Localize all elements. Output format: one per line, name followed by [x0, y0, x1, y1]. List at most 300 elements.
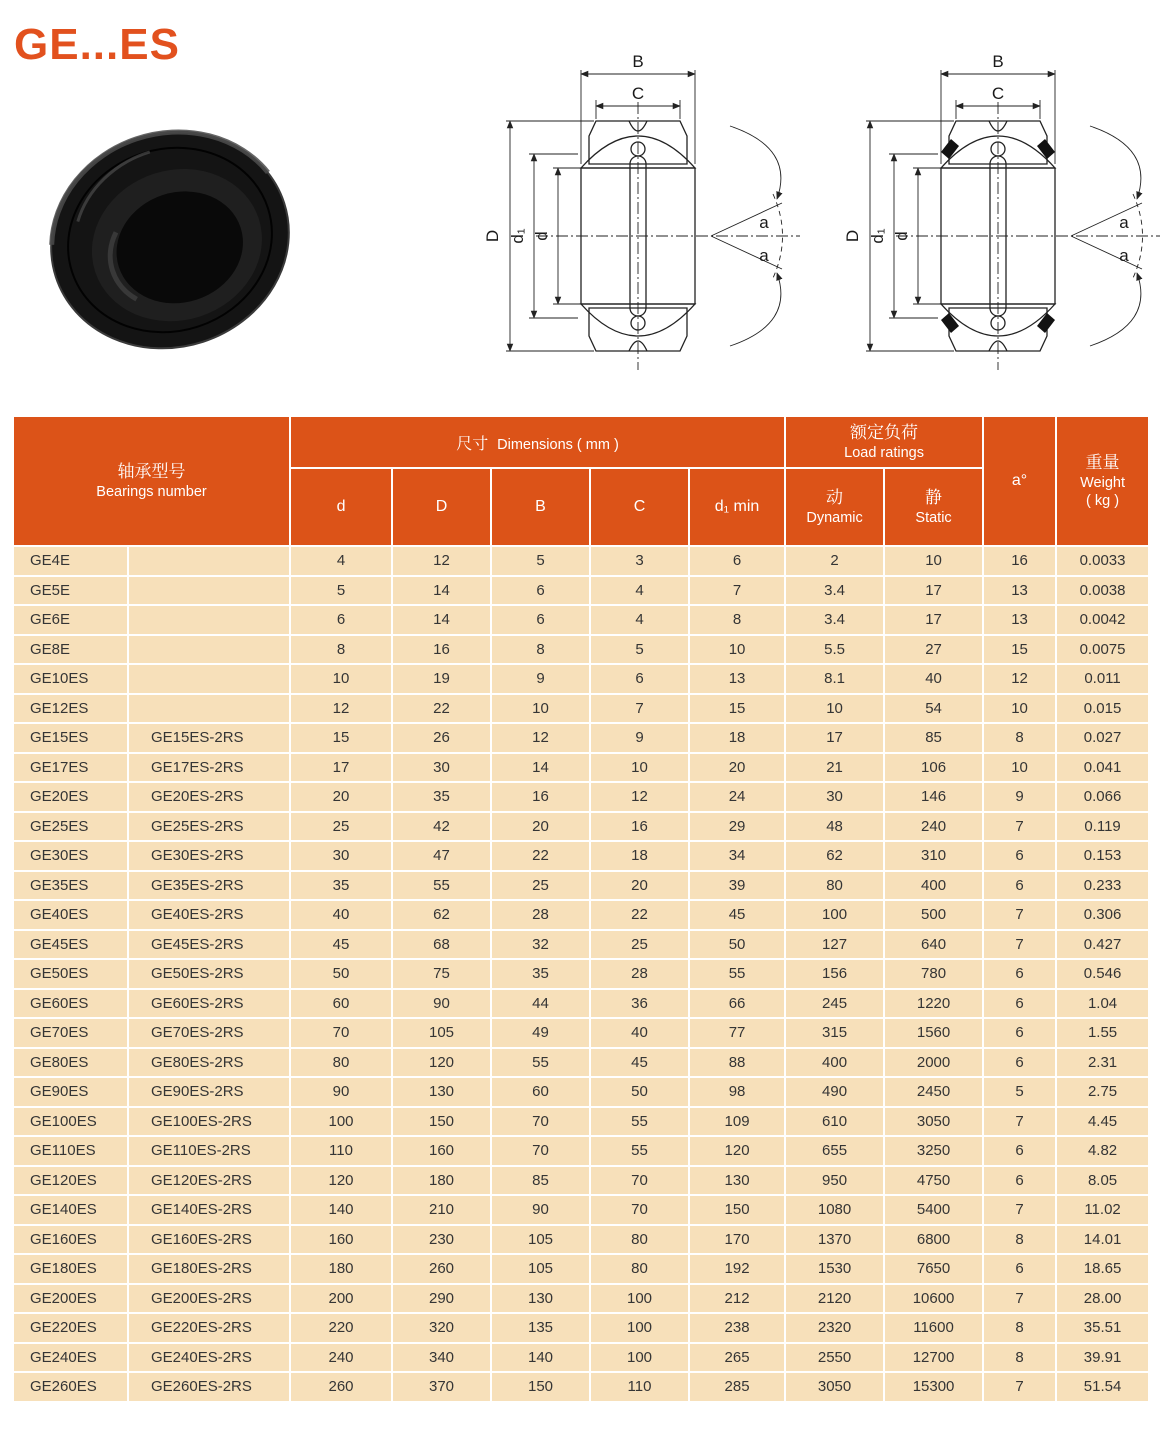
header-dimensions-en: Dimensions ( mm )	[497, 436, 619, 453]
cell-C: 100	[590, 1284, 689, 1314]
cell-static: 6800	[884, 1225, 983, 1255]
cell-model-2rs: GE120ES-2RS	[128, 1166, 290, 1196]
cell-model-2rs: GE110ES-2RS	[128, 1136, 290, 1166]
cell-d: 50	[290, 959, 392, 989]
cell-C: 45	[590, 1048, 689, 1078]
cell-d1-min: 6	[689, 546, 785, 576]
cell-model-2rs: GE20ES-2RS	[128, 782, 290, 812]
cell-model-2rs	[128, 605, 290, 635]
cell-model-es: GE200ES	[13, 1284, 128, 1314]
cell-static: 54	[884, 694, 983, 724]
cell-D: 260	[392, 1254, 491, 1284]
header-bearings-number-zh: 轴承型号	[117, 462, 186, 482]
cell-model-es: GE60ES	[13, 989, 128, 1019]
cell-d1-min: 39	[689, 871, 785, 901]
cell-d1-min: 7	[689, 576, 785, 606]
table-row	[13, 1195, 1149, 1225]
cell-B: 49	[491, 1018, 590, 1048]
cell-C: 18	[590, 841, 689, 871]
table-row	[13, 989, 1149, 1019]
cell-model-2rs: GE45ES-2RS	[128, 930, 290, 960]
cell-static: 240	[884, 812, 983, 842]
cell-dynamic: 8.1	[785, 664, 884, 694]
cell-B: 70	[491, 1107, 590, 1137]
product-photo	[28, 90, 313, 380]
cell-angle: 6	[983, 841, 1056, 871]
cell-static: 17	[884, 576, 983, 606]
cell-B: 90	[491, 1195, 590, 1225]
cell-C: 40	[590, 1018, 689, 1048]
cell-d1-min: 238	[689, 1313, 785, 1343]
table-body	[13, 546, 1149, 1402]
cell-C: 12	[590, 782, 689, 812]
cell-angle: 7	[983, 1107, 1056, 1137]
cell-model-2rs: GE35ES-2RS	[128, 871, 290, 901]
header-col-d1min: d₁ min	[689, 468, 785, 546]
cell-B: 28	[491, 900, 590, 930]
cell-model-2rs: GE100ES-2RS	[128, 1107, 290, 1137]
cell-angle: 7	[983, 812, 1056, 842]
spec-table	[12, 415, 1150, 1403]
cell-static: 780	[884, 959, 983, 989]
cell-model-es: GE20ES	[13, 782, 128, 812]
cell-model-2rs: GE70ES-2RS	[128, 1018, 290, 1048]
cell-C: 70	[590, 1166, 689, 1196]
page-title: GE...ES	[14, 20, 180, 69]
table-row	[13, 900, 1149, 930]
cell-dynamic: 2120	[785, 1284, 884, 1314]
cell-angle: 6	[983, 989, 1056, 1019]
cell-dynamic: 3.4	[785, 576, 884, 606]
cell-B: 32	[491, 930, 590, 960]
cell-model-2rs: GE160ES-2RS	[128, 1225, 290, 1255]
cell-dynamic: 62	[785, 841, 884, 871]
cell-weight: 0.066	[1056, 782, 1149, 812]
cell-dynamic: 21	[785, 753, 884, 783]
cell-dynamic: 2550	[785, 1343, 884, 1373]
cell-angle: 6	[983, 959, 1056, 989]
cell-weight: 1.55	[1056, 1018, 1149, 1048]
cell-B: 5	[491, 546, 590, 576]
cell-weight: 0.306	[1056, 900, 1149, 930]
cell-C: 80	[590, 1254, 689, 1284]
cell-weight: 0.041	[1056, 753, 1149, 783]
cell-weight: 18.65	[1056, 1254, 1149, 1284]
cell-weight: 11.02	[1056, 1195, 1149, 1225]
cell-B: 105	[491, 1254, 590, 1284]
cell-model-es: GE10ES	[13, 664, 128, 694]
cell-D: 340	[392, 1343, 491, 1373]
cross-section-diagram-sealed	[838, 46, 1160, 381]
table-row	[13, 664, 1149, 694]
cell-D: 30	[392, 753, 491, 783]
cell-D: 180	[392, 1166, 491, 1196]
cell-model-2rs: GE260ES-2RS	[128, 1372, 290, 1402]
table-row	[13, 1372, 1149, 1402]
table-row	[13, 841, 1149, 871]
cell-D: 90	[392, 989, 491, 1019]
cell-d1-min: 265	[689, 1343, 785, 1373]
cell-model-2rs: GE17ES-2RS	[128, 753, 290, 783]
cell-C: 55	[590, 1136, 689, 1166]
cell-dynamic: 610	[785, 1107, 884, 1137]
cell-static: 5400	[884, 1195, 983, 1225]
cell-static: 27	[884, 635, 983, 665]
cell-C: 55	[590, 1107, 689, 1137]
cell-weight: 0.233	[1056, 871, 1149, 901]
cell-C: 110	[590, 1372, 689, 1402]
cell-static: 15300	[884, 1372, 983, 1402]
cell-angle: 10	[983, 753, 1056, 783]
cell-D: 26	[392, 723, 491, 753]
cell-C: 100	[590, 1343, 689, 1373]
cell-dynamic: 490	[785, 1077, 884, 1107]
cell-C: 7	[590, 694, 689, 724]
cell-D: 68	[392, 930, 491, 960]
cell-D: 320	[392, 1313, 491, 1343]
cell-C: 25	[590, 930, 689, 960]
cell-D: 42	[392, 812, 491, 842]
cell-D: 14	[392, 605, 491, 635]
cell-d: 80	[290, 1048, 392, 1078]
header-col-D: D	[392, 468, 491, 546]
cell-model-es: GE240ES	[13, 1343, 128, 1373]
table-row	[13, 605, 1149, 635]
table-row	[13, 959, 1149, 989]
cell-C: 3	[590, 546, 689, 576]
cell-model-es: GE140ES	[13, 1195, 128, 1225]
header-col-dynamic: 动 Dynamic	[785, 468, 884, 546]
header-load-ratings-en: Load ratings	[844, 444, 924, 461]
cell-C: 28	[590, 959, 689, 989]
cell-D: 210	[392, 1195, 491, 1225]
cell-angle: 6	[983, 1136, 1056, 1166]
cell-weight: 39.91	[1056, 1343, 1149, 1373]
header-col-d: d	[290, 468, 392, 546]
cell-d1-min: 55	[689, 959, 785, 989]
cell-dynamic: 1080	[785, 1195, 884, 1225]
cell-static: 310	[884, 841, 983, 871]
cell-d1-min: 77	[689, 1018, 785, 1048]
cell-model-es: GE160ES	[13, 1225, 128, 1255]
cell-weight: 0.427	[1056, 930, 1149, 960]
cell-weight: 51.54	[1056, 1372, 1149, 1402]
cell-C: 20	[590, 871, 689, 901]
header-load-ratings	[785, 416, 983, 468]
cell-model-2rs: GE240ES-2RS	[128, 1343, 290, 1373]
cell-weight: 0.0042	[1056, 605, 1149, 635]
cell-d: 160	[290, 1225, 392, 1255]
cell-d1-min: 50	[689, 930, 785, 960]
cell-D: 55	[392, 871, 491, 901]
cell-model-es: GE50ES	[13, 959, 128, 989]
cell-weight: 35.51	[1056, 1313, 1149, 1343]
cell-angle: 7	[983, 1195, 1056, 1225]
cell-B: 140	[491, 1343, 590, 1373]
cell-B: 6	[491, 605, 590, 635]
cell-angle: 9	[983, 782, 1056, 812]
cell-dynamic: 3050	[785, 1372, 884, 1402]
cell-static: 1560	[884, 1018, 983, 1048]
cell-D: 16	[392, 635, 491, 665]
cell-model-es: GE12ES	[13, 694, 128, 724]
cell-dynamic: 48	[785, 812, 884, 842]
cell-model-es: GE90ES	[13, 1077, 128, 1107]
table-row	[13, 635, 1149, 665]
cell-static: 3050	[884, 1107, 983, 1137]
cell-B: 135	[491, 1313, 590, 1343]
cell-d: 30	[290, 841, 392, 871]
cell-static: 40	[884, 664, 983, 694]
cell-weight: 14.01	[1056, 1225, 1149, 1255]
cell-weight: 8.05	[1056, 1166, 1149, 1196]
cell-weight: 2.31	[1056, 1048, 1149, 1078]
cell-D: 370	[392, 1372, 491, 1402]
cell-angle: 8	[983, 1225, 1056, 1255]
cell-B: 25	[491, 871, 590, 901]
cell-C: 80	[590, 1225, 689, 1255]
cell-D: 62	[392, 900, 491, 930]
header-bearings-number-en: Bearings number	[96, 483, 207, 500]
cell-angle: 7	[983, 1372, 1056, 1402]
cell-weight: 0.027	[1056, 723, 1149, 753]
cell-angle: 7	[983, 930, 1056, 960]
cell-angle: 8	[983, 723, 1056, 753]
cell-static: 12700	[884, 1343, 983, 1373]
cell-D: 230	[392, 1225, 491, 1255]
cell-d: 20	[290, 782, 392, 812]
cell-d: 100	[290, 1107, 392, 1137]
cell-static: 3250	[884, 1136, 983, 1166]
cell-model-2rs: GE140ES-2RS	[128, 1195, 290, 1225]
cell-weight: 0.0038	[1056, 576, 1149, 606]
cell-B: 60	[491, 1077, 590, 1107]
cell-angle: 13	[983, 576, 1056, 606]
cell-d1-min: 18	[689, 723, 785, 753]
cell-B: 55	[491, 1048, 590, 1078]
cell-static: 7650	[884, 1254, 983, 1284]
cell-B: 85	[491, 1166, 590, 1196]
header-col-C: C	[590, 468, 689, 546]
cell-d1-min: 10	[689, 635, 785, 665]
cell-model-es: GE25ES	[13, 812, 128, 842]
cell-weight: 1.04	[1056, 989, 1149, 1019]
table-header	[13, 416, 1149, 546]
cell-D: 14	[392, 576, 491, 606]
cell-dynamic: 80	[785, 871, 884, 901]
cell-model-2rs: GE220ES-2RS	[128, 1313, 290, 1343]
bearing-photo-rendering	[28, 101, 313, 379]
cell-static: 4750	[884, 1166, 983, 1196]
table-row	[13, 576, 1149, 606]
cell-angle: 6	[983, 871, 1056, 901]
cell-d: 180	[290, 1254, 392, 1284]
cell-weight: 4.45	[1056, 1107, 1149, 1137]
cell-weight: 0.546	[1056, 959, 1149, 989]
cell-dynamic: 100	[785, 900, 884, 930]
cell-model-es: GE100ES	[13, 1107, 128, 1137]
header-col-B: B	[491, 468, 590, 546]
cell-B: 70	[491, 1136, 590, 1166]
cell-d: 40	[290, 900, 392, 930]
cell-dynamic: 315	[785, 1018, 884, 1048]
table-row	[13, 930, 1149, 960]
table-row	[13, 871, 1149, 901]
cell-C: 4	[590, 605, 689, 635]
cell-d: 10	[290, 664, 392, 694]
cell-weight: 0.0075	[1056, 635, 1149, 665]
cell-model-es: GE180ES	[13, 1254, 128, 1284]
cell-model-es: GE260ES	[13, 1372, 128, 1402]
cell-D: 22	[392, 694, 491, 724]
cell-d: 120	[290, 1166, 392, 1196]
cell-D: 150	[392, 1107, 491, 1137]
cell-d1-min: 88	[689, 1048, 785, 1078]
header-weight-unit: ( kg )	[1086, 492, 1120, 509]
cell-d: 15	[290, 723, 392, 753]
cell-static: 85	[884, 723, 983, 753]
header-dimensions-zh: 尺寸	[456, 435, 489, 453]
cell-model-2rs	[128, 546, 290, 576]
cell-d1-min: 120	[689, 1136, 785, 1166]
table-row	[13, 1136, 1149, 1166]
cell-C: 70	[590, 1195, 689, 1225]
cell-D: 120	[392, 1048, 491, 1078]
table-row	[13, 723, 1149, 753]
cell-static: 11600	[884, 1313, 983, 1343]
cell-angle: 12	[983, 664, 1056, 694]
cell-d: 240	[290, 1343, 392, 1373]
cell-model-es: GE17ES	[13, 753, 128, 783]
cross-section-diagram-open	[478, 46, 818, 381]
cell-model-es: GE45ES	[13, 930, 128, 960]
cell-angle: 6	[983, 1166, 1056, 1196]
cell-angle: 5	[983, 1077, 1056, 1107]
cell-C: 10	[590, 753, 689, 783]
cell-model-2rs: GE80ES-2RS	[128, 1048, 290, 1078]
cell-d: 4	[290, 546, 392, 576]
cell-C: 5	[590, 635, 689, 665]
cell-static: 1220	[884, 989, 983, 1019]
cell-d: 45	[290, 930, 392, 960]
cell-C: 16	[590, 812, 689, 842]
cell-D: 105	[392, 1018, 491, 1048]
cell-B: 20	[491, 812, 590, 842]
cell-D: 47	[392, 841, 491, 871]
cell-model-2rs: GE40ES-2RS	[128, 900, 290, 930]
cell-d1-min: 45	[689, 900, 785, 930]
cell-B: 16	[491, 782, 590, 812]
cell-d1-min: 66	[689, 989, 785, 1019]
table-row	[13, 1225, 1149, 1255]
cell-static: 640	[884, 930, 983, 960]
cell-d: 220	[290, 1313, 392, 1343]
cell-d: 70	[290, 1018, 392, 1048]
cell-angle: 8	[983, 1313, 1056, 1343]
cell-D: 290	[392, 1284, 491, 1314]
cell-model-2rs	[128, 576, 290, 606]
cell-model-2rs: GE25ES-2RS	[128, 812, 290, 842]
cell-dynamic: 127	[785, 930, 884, 960]
table-row	[13, 1166, 1149, 1196]
cell-weight: 4.82	[1056, 1136, 1149, 1166]
cell-d: 140	[290, 1195, 392, 1225]
cell-B: 35	[491, 959, 590, 989]
cell-d: 5	[290, 576, 392, 606]
cell-angle: 7	[983, 900, 1056, 930]
cell-static: 146	[884, 782, 983, 812]
cell-model-2rs: GE30ES-2RS	[128, 841, 290, 871]
cell-static: 17	[884, 605, 983, 635]
cell-C: 9	[590, 723, 689, 753]
table-row	[13, 812, 1149, 842]
cell-d1-min: 130	[689, 1166, 785, 1196]
cell-C: 36	[590, 989, 689, 1019]
cell-static: 2000	[884, 1048, 983, 1078]
cell-C: 50	[590, 1077, 689, 1107]
cell-model-2rs	[128, 664, 290, 694]
cell-d1-min: 34	[689, 841, 785, 871]
table-row	[13, 1313, 1149, 1343]
cell-B: 6	[491, 576, 590, 606]
cell-model-es: GE5E	[13, 576, 128, 606]
table-row	[13, 1018, 1149, 1048]
cell-B: 14	[491, 753, 590, 783]
cell-dynamic: 5.5	[785, 635, 884, 665]
cell-model-es: GE4E	[13, 546, 128, 576]
cell-d: 12	[290, 694, 392, 724]
cell-model-2rs: GE180ES-2RS	[128, 1254, 290, 1284]
cell-d: 8	[290, 635, 392, 665]
cell-B: 12	[491, 723, 590, 753]
cell-d: 60	[290, 989, 392, 1019]
cell-B: 9	[491, 664, 590, 694]
table-row	[13, 753, 1149, 783]
cell-weight: 0.119	[1056, 812, 1149, 842]
cell-dynamic: 1530	[785, 1254, 884, 1284]
cell-dynamic: 3.4	[785, 605, 884, 635]
header-angle	[983, 416, 1056, 546]
header-angle-label: a°	[1011, 472, 1028, 489]
cell-d1-min: 15	[689, 694, 785, 724]
cell-d1-min: 29	[689, 812, 785, 842]
cell-weight: 0.011	[1056, 664, 1149, 694]
cell-B: 130	[491, 1284, 590, 1314]
cell-d: 6	[290, 605, 392, 635]
cell-d1-min: 212	[689, 1284, 785, 1314]
cell-d: 17	[290, 753, 392, 783]
cell-D: 130	[392, 1077, 491, 1107]
cell-angle: 8	[983, 1343, 1056, 1373]
cell-static: 10600	[884, 1284, 983, 1314]
cell-model-2rs	[128, 635, 290, 665]
cell-model-2rs: GE50ES-2RS	[128, 959, 290, 989]
table-row	[13, 1107, 1149, 1137]
cell-C: 4	[590, 576, 689, 606]
cell-model-es: GE40ES	[13, 900, 128, 930]
cell-d: 260	[290, 1372, 392, 1402]
header-col-static: 静 Static	[884, 468, 983, 546]
cell-static: 2450	[884, 1077, 983, 1107]
cell-angle: 6	[983, 1018, 1056, 1048]
cell-d1-min: 170	[689, 1225, 785, 1255]
cell-static: 10	[884, 546, 983, 576]
cell-C: 100	[590, 1313, 689, 1343]
cell-B: 22	[491, 841, 590, 871]
header-weight	[1056, 416, 1149, 546]
cell-angle: 6	[983, 1048, 1056, 1078]
cell-dynamic: 17	[785, 723, 884, 753]
